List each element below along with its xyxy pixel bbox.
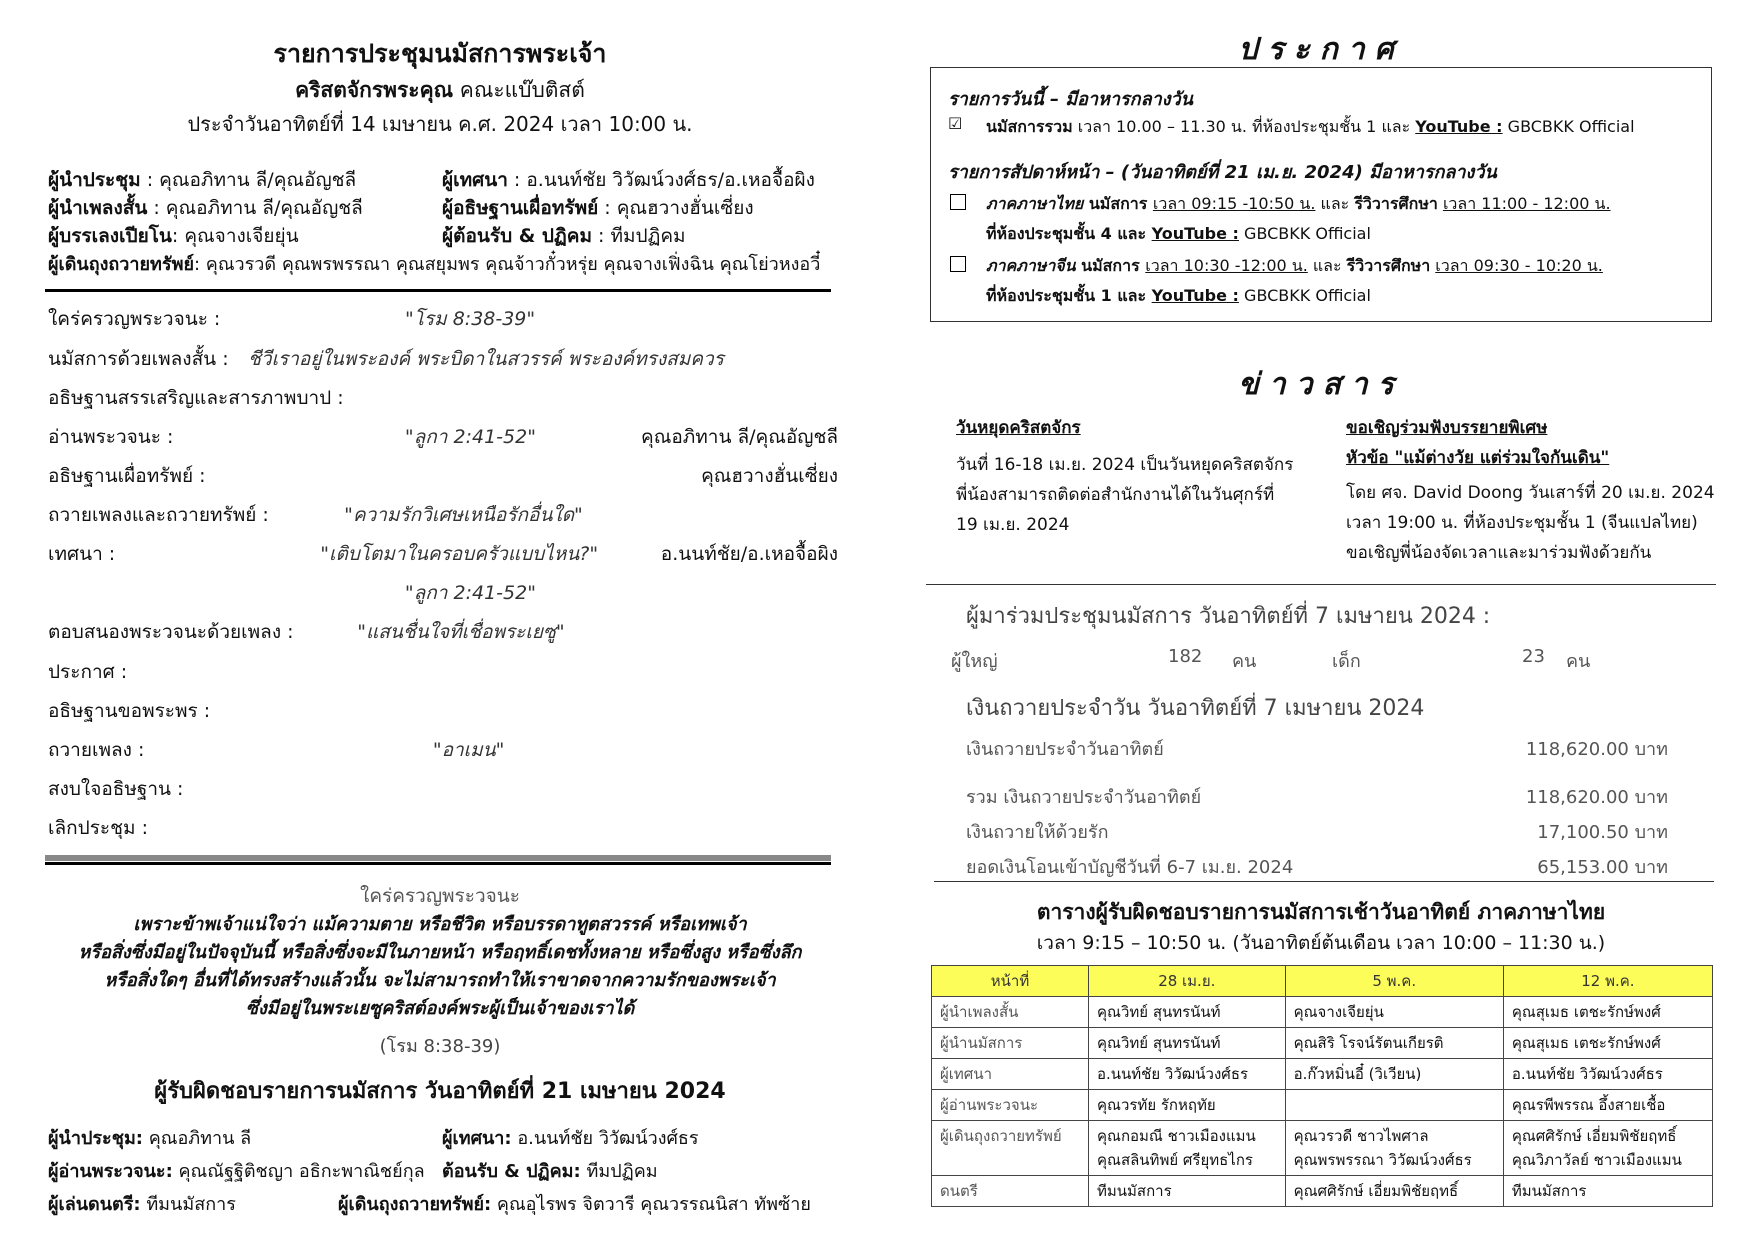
schedule-row: [932, 997, 1713, 1028]
schedule-role-cell: ผู้อ่านพระวจนะ: [932, 1090, 1089, 1121]
lecture-heading: ขอเชิญร่วมฟังบรรยายพิเศษ: [1346, 418, 1548, 438]
chinese-label: ภาคภาษาจีน: [986, 256, 1076, 275]
verse-line: ซึ่งมีอยู่ในพระเยซูคริสต์องค์พระผู้เป็นเจ้าของเราได้: [245, 998, 635, 1019]
order-item: [48, 774, 838, 804]
order-item-detail: ชีวีเราอยู่ในพระองค์ พระบิดาในสวรรค์ พระองค์ทรงสมควร: [248, 348, 724, 370]
chinese-study-time: เวลา 09:30 - 10:20 น.: [1435, 256, 1603, 275]
order-item-label: อธิษฐานเผื่อทรัพย์ :: [48, 465, 206, 487]
order-item-label: นมัสการด้วยเพลงสั้น :: [48, 348, 229, 370]
order-item: [48, 461, 838, 491]
order-item-label: สงบใจอธิษฐาน :: [48, 778, 184, 800]
order-item-detail: "อาเมน": [432, 739, 505, 761]
schedule-header-cell: 12 พ.ค.: [1503, 966, 1712, 997]
thai-study-time: เวลา 11:00 - 12:00 น.: [1442, 194, 1611, 213]
lecture-line: ขอเชิญพี่น้องจัดเวลาและมาร่วมฟังด้วยกัน: [1346, 543, 1652, 563]
child-count: 23: [1522, 646, 1545, 667]
thai-room: ที่ห้องประชุมชั้น 4 และ: [986, 224, 1152, 243]
service-date: ประจำวันอาทิตย์ที่ 14 เมษายน ค.ศ. 2024 เวลา 10:00 น.: [187, 112, 693, 136]
order-item: [48, 735, 838, 765]
schedule-person-cell: คุณจางเจียยุ่น: [1285, 997, 1503, 1028]
worship-label: นมัสการ: [1075, 256, 1146, 275]
next-week-heading: รายการสัปดาห์หน้า – (วันอาทิตย์ที่ 21 เม.ย. 2024) มีอาหารกลางวัน: [948, 162, 1497, 183]
schedule-person-cell: [1285, 1090, 1503, 1121]
verse-text: [0, 911, 880, 1023]
lecture-line: เวลา 19:00 น. ที่ห้องประชุมชั้น 1 (จีนแปลไทย): [1346, 513, 1698, 533]
checkbox-icon: [950, 194, 966, 210]
leader-value: : คุณอภิทาน ลี/คุณอัญชลี: [140, 169, 357, 191]
song-leader-value: : คุณอภิทาน ลี/คุณอัญชลี: [147, 197, 363, 219]
next-music-value: ทีมนมัสการ: [140, 1194, 236, 1215]
today-item: [986, 115, 1635, 140]
preacher-label: ผู้เทศนา: [442, 169, 508, 191]
schedule-person-cell: คุณศศิรักษ์ เอี่ยมพิชัยฤทธิ์: [1285, 1176, 1503, 1207]
schedule-person-cell: คุณสุเมธ เตชะรักษ์พงศ์: [1503, 997, 1712, 1028]
giving-amount: 65,153.00 บาท: [1537, 857, 1668, 878]
next-music-label: ผู้เล่นดนตรี:: [48, 1194, 141, 1215]
youtube-label: YouTube :: [1415, 117, 1503, 136]
schedule-row: [932, 1121, 1713, 1176]
giving-title: เงินถวายประจำวัน วันอาทิตย์ที่ 7 เมษายน 2024: [966, 696, 1425, 721]
next-music: [48, 1189, 236, 1218]
order-item: [48, 657, 838, 687]
schedule-title: ตารางผู้รับผิดชอบรายการนมัสการเช้าวันอาทิตย์ ภาคภาษาไทย: [1036, 900, 1606, 924]
next-leader-value: คุณอภิทาน ลี: [143, 1128, 252, 1149]
chinese-time: เวลา 10:30 -12:00 น.: [1145, 256, 1308, 275]
order-item-label: ใคร่ครวญพระวจนะ :: [48, 308, 221, 330]
chinese-room: ที่ห้องประชุมชั้น 1 และ: [986, 286, 1152, 305]
next-preacher: [442, 1123, 699, 1152]
next-welcome-value: ทีมปฏิคม: [580, 1161, 658, 1182]
order-item-label: ตอบสนองพระวจนะด้วยเพลง :: [48, 621, 294, 643]
schedule-person-cell: อ.นนท์ชัย วิวัฒน์วงศ์ธร: [1503, 1059, 1712, 1090]
order-item: [48, 500, 838, 530]
channel-name: GBCBKK Official: [1238, 224, 1371, 243]
leader-line: [48, 165, 356, 195]
order-item-label: ถวายเพลง :: [48, 739, 145, 761]
next-week-title: ผู้รับผิดชอบรายการนมัสการ วันอาทิตย์ที่ 21 เมษายน 2024: [154, 1079, 726, 1104]
next-reader: [48, 1156, 425, 1185]
song-leader-label: ผู้นำเพลงสั้น: [48, 197, 148, 219]
schedule-person-cell: คุณกอมณี ชาวเมืองแมน คุณสลินทิพย์ ศรียุทธไกร: [1089, 1121, 1286, 1176]
order-item-detail: "ลูกา 2:41-52": [404, 582, 536, 604]
schedule-person-cell: อ.นนท์ชัย วิวัฒน์วงศ์ธร: [1089, 1059, 1286, 1090]
schedule-person-cell: อ.ก๊วหมิ่นอี๋ (วิเวียน): [1285, 1059, 1503, 1090]
welcome-label: ผู้ต้อนรับ & ปฏิคม: [442, 225, 592, 247]
checkbox-icon: [950, 256, 966, 272]
verse-line: หรือสิ่งซึ่งมีอยู่ในปัจจุบันนี้ หรือสิ่งซึ่งจะมีในภายหน้า หรือฤทธิ์เดชทั้งหลาย หรือซึ่งสูง หรือซึ่งลึก: [78, 942, 802, 963]
next-offering-label: ผู้เดินถุงถวายทรัพย์:: [338, 1194, 492, 1215]
channel-name: GBCBKK Official: [1502, 117, 1635, 136]
schedule-role-cell: ผู้นำเพลงสั้น: [932, 997, 1089, 1028]
schedule-person-cell: คุณวิทย์ สุนทรนันท์: [1089, 997, 1286, 1028]
offering-prayer-line: [442, 193, 754, 223]
next-offering: [338, 1189, 811, 1218]
order-item-label: อ่านพระวจนะ :: [48, 426, 174, 448]
next-leader-label: ผู้นำประชุม:: [48, 1128, 144, 1149]
order-item: [48, 422, 838, 452]
and-text: และ: [1315, 194, 1355, 213]
schedule-header-row: [932, 966, 1713, 997]
next-leader: [48, 1123, 251, 1152]
schedule-role-cell: ผู้เทศนา: [932, 1059, 1089, 1090]
holiday-heading: วันหยุดคริสตจักร: [956, 418, 1081, 438]
schedule-role-cell: ผู้นำนมัสการ: [932, 1028, 1089, 1059]
today-item-bold: นมัสการรวม: [986, 117, 1073, 136]
order-item-detail: "ลูกา 2:41-52": [404, 426, 536, 448]
order-item-person: อ.นนท์ชัย/อ.เหอจื้อผิง: [660, 543, 838, 565]
giving-label: ยอดเงินโอนเข้าบัญชีวันที่ 6-7 เม.ย. 2024: [966, 857, 1294, 878]
giving-label: รวม เงินถวายประจำวันอาทิตย์: [966, 787, 1202, 808]
news-title: ข่าวสาร: [1238, 367, 1404, 402]
verse-line: เพราะข้าพเจ้าแน่ใจว่า แม้ความตาย หรือชีวิต หรือบรรดาทูตสวรรค์ หรือเทพเจ้า: [133, 914, 747, 935]
song-leader-line: [48, 193, 363, 223]
offering-collector-line: [48, 249, 820, 278]
preacher-line: [442, 165, 815, 195]
order-item-label: อธิษฐานขอพระพร :: [48, 700, 211, 722]
church-name: [0, 74, 880, 107]
schedule-person-cell: คุณรพีพรรณ อึ้งสายเชื้อ: [1503, 1090, 1712, 1121]
youtube-label: YouTube :: [1151, 224, 1239, 243]
schedule-person-cell: คุณวรทัย รักหฤทัย: [1089, 1090, 1286, 1121]
giving-label: เงินถวายประจำวันอาทิตย์: [966, 739, 1164, 760]
verse-reference: (โรม 8:38-39): [379, 1036, 501, 1057]
today-item-rest: เวลา 10.00 – 11.30 น. ที่ห้องประชุมชั้น 1 และ: [1072, 117, 1416, 136]
order-item-label: ประกาศ :: [48, 661, 128, 683]
order-item: [48, 578, 838, 608]
study-label: รีวิวารศึกษา: [1354, 194, 1438, 213]
attendance-title: ผู้มาร่วมประชุมนมัสการ วันอาทิตย์ที่ 7 เมษายน 2024 :: [966, 604, 1491, 629]
adult-count: 182: [1168, 646, 1203, 667]
pianist-label: ผู้บรรเลงเปียโน: [48, 225, 172, 247]
schedule-person-cell: ทีมนมัสการ: [1503, 1176, 1712, 1207]
pianist-value: : คุณจางเจียยุ่น: [171, 225, 299, 247]
schedule-person-cell: ทีมนมัสการ: [1089, 1176, 1286, 1207]
schedule-header-cell: 5 พ.ค.: [1285, 966, 1503, 997]
giving-label: เงินถวายให้ด้วยรัก: [966, 822, 1109, 843]
schedule-person-cell: คุณศศิรักษ์ เอี่ยมพิชัยฤทธิ์ คุณวิภาวัลย์ ชาวเมืองแมน: [1503, 1121, 1712, 1176]
order-item-detail: "เติบโตมาในครอบครัวแบบไหน?": [320, 543, 599, 565]
adult-unit: คน: [1232, 651, 1257, 672]
next-reader-value: คุณณัฐฐิติชญา อธิกะพาณิชย์กุล: [172, 1161, 425, 1182]
giving-amount: 118,620.00 บาท: [1525, 787, 1668, 808]
news-divider: [926, 584, 1716, 585]
order-item-person: คุณฮวางฮั่นเซี่ยง: [701, 465, 838, 487]
giving-amount: 17,100.50 บาท: [1537, 822, 1668, 843]
channel-name: GBCBKK Official: [1238, 286, 1371, 305]
holiday-line: 19 เม.ย. 2024: [956, 515, 1070, 535]
order-item: [48, 539, 838, 569]
schedule-row: [932, 1090, 1713, 1121]
schedule-role-cell: ผู้เดินถุงถวายทรัพย์: [932, 1121, 1089, 1176]
schedule-person-cell: คุณสุเมธ เตชะรักษ์พงศ์: [1503, 1028, 1712, 1059]
order-item-label: ถวายเพลงและถวายทรัพย์ :: [48, 504, 269, 526]
order-item: [48, 813, 838, 843]
lecture-text: [1346, 478, 1716, 568]
offering-collector-value: : คุณวรวดี คุณพรพรรณา คุณสยุมพร คุณจ้าวกั๋วหรุ่ย คุณจางเฟิ่งฉิน คุณโย่วหงอวี๋: [194, 254, 821, 275]
schedule-row: [932, 1176, 1713, 1207]
holiday-line: วันที่ 16-18 เม.ย. 2024 เป็นวันหยุดคริสตจักร: [956, 455, 1294, 475]
pianist-line: [48, 221, 299, 251]
preacher-value: : อ.นนท์ชัย วิวัฒน์วงศ์ธร/อ.เหอจื้อผิง: [507, 169, 815, 191]
order-item: [48, 696, 838, 726]
church-name-bold: คริสตจักรพระคุณ: [295, 78, 454, 102]
program-title: รายการประชุมนมัสการพระเจ้า: [273, 39, 607, 68]
order-item-person: คุณอภิทาน ลี/คุณอัญชลี: [640, 426, 838, 448]
giving-divider: [934, 881, 1714, 882]
today-heading: รายการวันนี้ – มีอาหารกลางวัน: [948, 89, 1193, 110]
schedule-person-cell: คุณสิริ โรจน์รัตนเกียรติ: [1285, 1028, 1503, 1059]
thai-time: เวลา 09:15 -10:50 น.: [1152, 194, 1316, 213]
holiday-text: [956, 450, 1316, 540]
order-item-detail: "โรม 8:38-39": [404, 308, 536, 330]
next-welcome-label: ต้อนรับ & ปฏิคม:: [442, 1161, 581, 1182]
schedule-role-cell: ดนตรี: [932, 1176, 1089, 1207]
offering-collector-label: ผู้เดินถุงถวายทรัพย์: [48, 254, 194, 275]
order-item-label: เลิกประชุม :: [48, 817, 148, 839]
and-text: และ: [1307, 256, 1347, 275]
order-item-detail: "แสนชื่นใจที่เชื่อพระเยซู": [357, 621, 565, 643]
next-preacher-label: ผู้เทศนา:: [442, 1128, 512, 1149]
schedule-header-cell: หน้าที่: [932, 966, 1089, 997]
schedule-row: [932, 1028, 1713, 1059]
verse-heading: ใคร่ครวญพระวจนะ: [360, 885, 520, 907]
order-item-label: เทศนา :: [48, 543, 116, 565]
thai-service-line: [986, 192, 1611, 217]
lecture-line: โดย ศจ. David Doong วันเสาร์ที่ 20 เม.ย. 2024: [1346, 483, 1715, 503]
order-item: [48, 617, 838, 647]
order-item: [48, 383, 838, 413]
schedule-header-cell: 28 เม.ย.: [1089, 966, 1286, 997]
schedule-person-cell: คุณวรวดี ชาวไพศาล คุณพรพรรณา วิวัฒน์วงศ์ธร: [1285, 1121, 1503, 1176]
chinese-room-line: [986, 284, 1371, 309]
next-preacher-value: อ.นนท์ชัย วิวัฒน์วงศ์ธร: [511, 1128, 699, 1149]
next-offering-value: คุณอุไรพร จิตวารี คุณวรรณนิสา ทัพซ้าย: [491, 1194, 811, 1215]
announcements-title: ประกาศ: [1238, 32, 1404, 67]
welcome-value: : ทีมปฏิคม: [592, 225, 686, 247]
order-item: [48, 304, 838, 334]
order-item-label: อธิษฐานสรรเสริญและสารภาพบาป :: [48, 387, 344, 409]
child-label: เด็ก: [1332, 651, 1361, 672]
thai-label: ภาคภาษาไทย: [986, 194, 1084, 213]
black-divider-bottom: [45, 862, 831, 865]
schedule-subtitle: เวลา 9:15 – 10:50 น. (วันอาทิตย์ต้นเดือน เวลา 10:00 – 11:30 น.): [1036, 932, 1606, 954]
grey-divider-top: [45, 855, 831, 861]
order-item: [48, 344, 838, 374]
worship-label: นมัสการ: [1083, 194, 1153, 213]
leader-label: ผู้นำประชุม: [48, 169, 141, 191]
schedule-row: [932, 1059, 1713, 1090]
adult-label: ผู้ใหญ่: [951, 651, 998, 672]
thai-room-line: [986, 222, 1371, 247]
verse-line: หรือสิ่งใดๆ อื่นที่ได้ทรงสร้างแล้วนั้น จะไม่สามารถทำให้เราขาดจากความรักของพระเจ้า: [104, 970, 776, 991]
church-name-rest: คณะแบ๊บติสต์: [453, 78, 585, 102]
next-reader-label: ผู้อ่านพระวจนะ:: [48, 1161, 173, 1182]
header-divider: [45, 289, 831, 292]
next-welcome: [442, 1156, 658, 1185]
child-unit: คน: [1566, 651, 1591, 672]
lecture-topic: หัวข้อ "แม้ต่างวัย แต่ร่วมใจกันเดิน": [1346, 448, 1610, 468]
schedule-person-cell: คุณวิทย์ สุนทรนันท์: [1089, 1028, 1286, 1059]
youtube-label: YouTube :: [1151, 286, 1239, 305]
study-label: รีวิวารศึกษา: [1346, 256, 1431, 275]
schedule-table: [931, 965, 1713, 1207]
holiday-line: พี่น้องสามารถติดต่อสำนักงานได้ในวันศุกร์ที่: [956, 485, 1275, 505]
chinese-service-line: [986, 254, 1603, 279]
welcome-line: [442, 221, 686, 251]
checked-box-icon: ☑: [948, 114, 963, 133]
order-item-detail: "ความรักวิเศษเหนือรักอื่นใด": [344, 504, 583, 526]
offering-prayer-value: : คุณฮวางฮั่นเซี่ยง: [598, 197, 754, 219]
offering-prayer-label: ผู้อธิษฐานเผื่อทรัพย์: [442, 197, 599, 219]
giving-amount: 118,620.00 บาท: [1525, 739, 1668, 760]
